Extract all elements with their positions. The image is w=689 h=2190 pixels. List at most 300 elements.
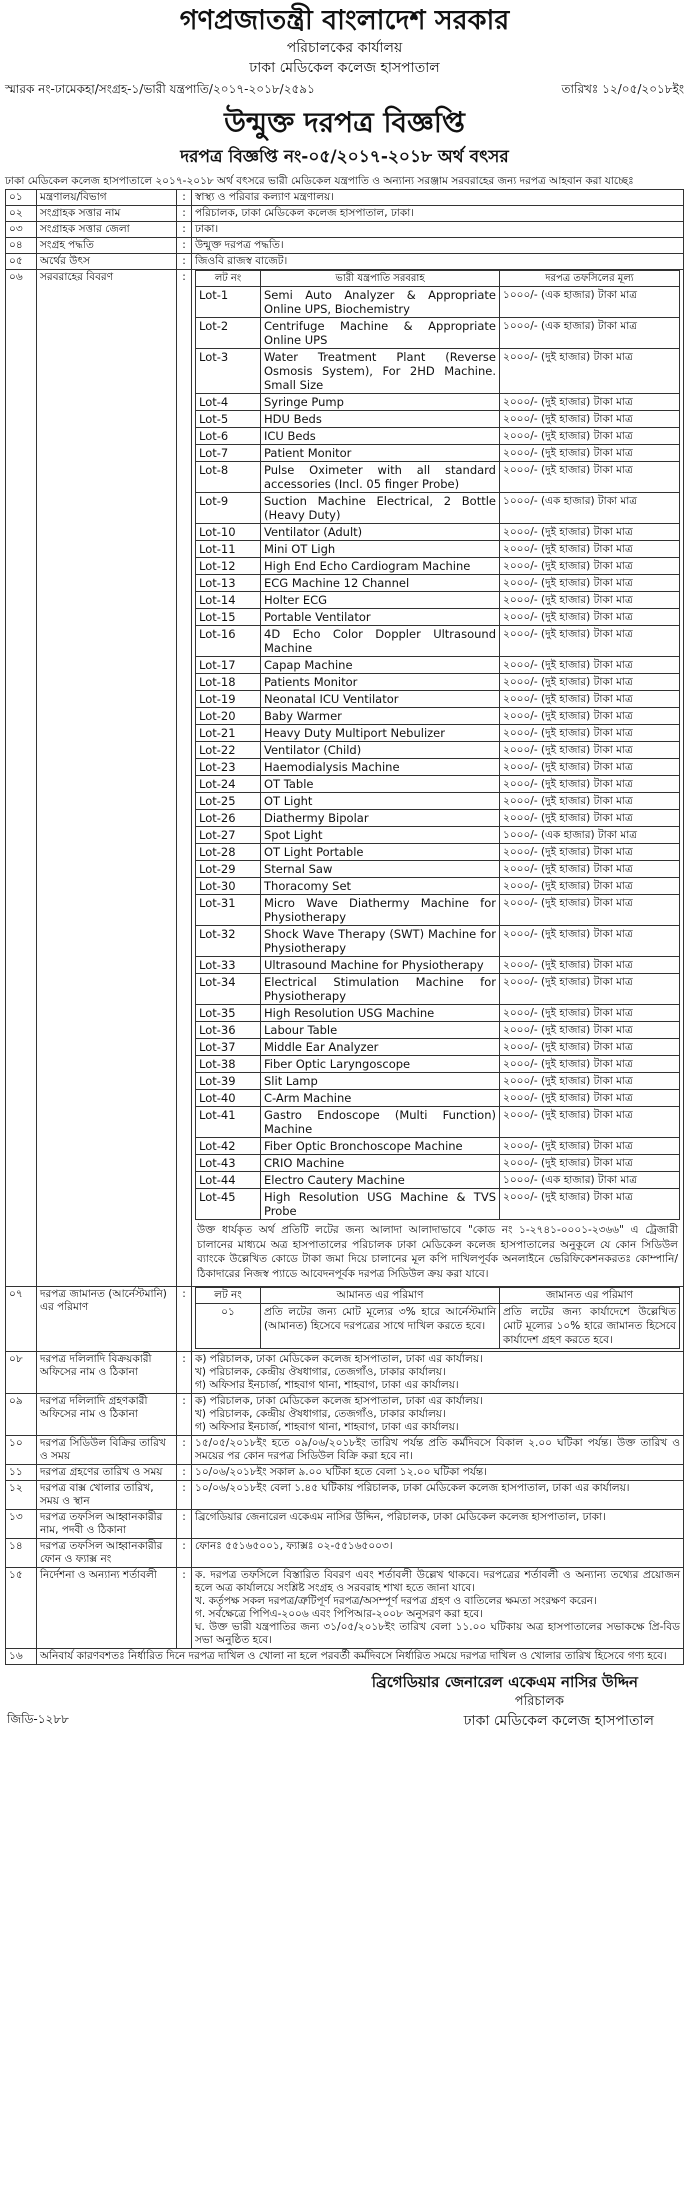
colon: : bbox=[177, 222, 192, 238]
tender-details-table bbox=[5, 189, 684, 1665]
row-number: ০২ bbox=[6, 206, 37, 222]
row-label: নির্দেশনা ও অন্যান্য শর্তাবলী bbox=[37, 1568, 177, 1649]
lot-number: Lot-37 bbox=[196, 1039, 261, 1056]
lot-price: ২০০০/- (দুই হাজার) টাকা মাত্র bbox=[500, 776, 680, 793]
row-value bbox=[192, 1352, 684, 1394]
lot-row bbox=[196, 287, 680, 318]
lot-item: Capap Machine bbox=[261, 657, 500, 674]
row-label: দরপত্র তফসিল আহ্বানকারীর নাম, পদবী ও ঠিকানা bbox=[37, 1510, 177, 1539]
row-value-line: ক) পরিচালক, ঢাকা মেডিকেল কলেজ হাসপাতাল, ঢাকা এর কার্যালয়। bbox=[195, 1395, 483, 1407]
lot-row bbox=[196, 974, 680, 1005]
row-value bbox=[192, 1436, 684, 1465]
lot-number: Lot-22 bbox=[196, 742, 261, 759]
row-number: ০৬ bbox=[6, 270, 37, 1287]
lot-item: Shock Wave Therapy (SWT) Machine for Physiotherapy bbox=[261, 926, 500, 957]
colon: : bbox=[177, 1568, 192, 1649]
lot-price: ২০০০/- (দুই হাজার) টাকা মাত্র bbox=[500, 541, 680, 558]
lot-number: Lot-32 bbox=[196, 926, 261, 957]
colon: : bbox=[177, 270, 192, 1287]
lot-number: Lot-21 bbox=[196, 725, 261, 742]
lot-price: ২০০০/- (দুই হাজার) টাকা মাত্র bbox=[500, 592, 680, 609]
info-row bbox=[6, 238, 684, 254]
info-row bbox=[6, 1481, 684, 1510]
lot-row bbox=[196, 445, 680, 462]
lot-row bbox=[196, 1090, 680, 1107]
signature-name: ব্রিগেডিয়ার জেনারেল একেএম নাসির উদ্দিন bbox=[371, 1673, 638, 1691]
lot-row bbox=[196, 926, 680, 957]
lot-number: Lot-14 bbox=[196, 592, 261, 609]
lot-price: ২০০০/- (দুই হাজার) টাকা মাত্র bbox=[500, 708, 680, 725]
lot-price: ২০০০/- (দুই হাজার) টাকা মাত্র bbox=[500, 691, 680, 708]
lot-item: Patients Monitor bbox=[261, 674, 500, 691]
lot-row bbox=[196, 349, 680, 394]
info-row bbox=[6, 254, 684, 270]
colon: : bbox=[177, 190, 192, 206]
colon: : bbox=[177, 1510, 192, 1539]
lot-item: Ventilator (Child) bbox=[261, 742, 500, 759]
earnest-table bbox=[195, 1287, 680, 1349]
row-label: সংগ্রহ পদ্ধতি bbox=[37, 238, 177, 254]
lot-item: Neonatal ICU Ventilator bbox=[261, 691, 500, 708]
row-number: ১৩ bbox=[6, 1510, 37, 1539]
lot-number: Lot-15 bbox=[196, 609, 261, 626]
lot-row bbox=[196, 895, 680, 926]
row-value-line: খ) পরিচালক, কেন্দ্রীয় ঔষধাগার, তেজগাঁও, ঢাকার কার্যালয়। bbox=[195, 1408, 446, 1420]
lot-price: ২০০০/- (দুই হাজার) টাকা মাত্র bbox=[500, 926, 680, 957]
row-label: অর্থের উৎস bbox=[37, 254, 177, 270]
lot-row bbox=[196, 318, 680, 349]
lot-row bbox=[196, 1073, 680, 1090]
info-row bbox=[6, 1510, 684, 1539]
row-value-line: ১৫/০৫/২০১৮ইং হতে ০৯/০৬/২০১৮ইং তারিখ পর্যন্ত প্রতি কর্মদিবসে বিকাল ২.০০ ঘটিকা পর্যন্ত। উক্ত তারিখ ও সময়ের পর কোন দরপত্র সিডিউল বিক্রি করা হবে না। bbox=[195, 1437, 680, 1462]
row-value bbox=[192, 1465, 684, 1481]
signature-designation: পরিচালক bbox=[514, 1694, 564, 1709]
lot-item: OT Light bbox=[261, 793, 500, 810]
lot-row bbox=[196, 878, 680, 895]
lot-price: ২০০০/- (দুই হাজার) টাকা মাত্র bbox=[500, 742, 680, 759]
lot-number: Lot-19 bbox=[196, 691, 261, 708]
lot-row bbox=[196, 1155, 680, 1172]
row-label: সংগ্রাহক সত্তার নাম bbox=[37, 206, 177, 222]
row-value bbox=[192, 1394, 684, 1436]
lot-price: ২০০০/- (দুই হাজার) টাকা মাত্র bbox=[500, 575, 680, 592]
lot-item: Haemodialysis Machine bbox=[261, 759, 500, 776]
lot-item: C-Arm Machine bbox=[261, 1090, 500, 1107]
row-value-line: গ) অফিসার ইনচার্জ, শাহবাগ থানা, শাহবাগ, ঢাকা এর কার্যালয়। bbox=[195, 1421, 459, 1433]
lot-price: ২০০০/- (দুই হাজার) টাকা মাত্র bbox=[500, 558, 680, 575]
lot-number: Lot-42 bbox=[196, 1138, 261, 1155]
lot-row bbox=[196, 493, 680, 524]
row-number: ০৮ bbox=[6, 1352, 37, 1394]
info-row bbox=[6, 1568, 684, 1649]
lot-price: ২০০০/- (দুই হাজার) টাকা মাত্র bbox=[500, 1056, 680, 1073]
lot-price: ২০০০/- (দুই হাজার) টাকা মাত্র bbox=[500, 524, 680, 541]
lot-price: ২০০০/- (দুই হাজার) টাকা মাত্র bbox=[500, 1005, 680, 1022]
lot-row bbox=[196, 1056, 680, 1073]
lot-number: Lot-3 bbox=[196, 349, 261, 394]
lot-number: Lot-5 bbox=[196, 411, 261, 428]
lot-number: Lot-24 bbox=[196, 776, 261, 793]
lots-table bbox=[195, 270, 680, 1220]
lot-row bbox=[196, 609, 680, 626]
row-number: ০৪ bbox=[6, 238, 37, 254]
lot-row bbox=[196, 776, 680, 793]
row-value-line: ব্রিগেডিয়ার জেনারেল একেএম নাসির উদ্দিন, পরিচালক, ঢাকা মেডিকেল কলেজ হাসপাতাল, ঢাকা। bbox=[195, 1511, 606, 1523]
earnest-lot: ০১ bbox=[196, 1304, 261, 1349]
row-value-line: খ. কর্তৃপক্ষ সকল দরপত্র/ত্রুটিপূর্ণ দরপত্র/অসম্পূর্ণ দরপত্র গ্রহণ ও বাতিলের ক্ষমতা সংরক্ষণ করেন। bbox=[195, 1595, 597, 1607]
lot-price: ২০০০/- (দুই হাজার) টাকা মাত্র bbox=[500, 725, 680, 742]
lots-header-price: দরপত্র তফসিলের মূল্য bbox=[500, 271, 680, 287]
lot-number: Lot-36 bbox=[196, 1022, 261, 1039]
lot-price: ২০০০/- (দুই হাজার) টাকা মাত্র bbox=[500, 1138, 680, 1155]
lot-row bbox=[196, 657, 680, 674]
lot-number: Lot-25 bbox=[196, 793, 261, 810]
lot-price: ১০০০/- (এক হাজার) টাকা মাত্র bbox=[500, 827, 680, 844]
lot-item: Ultrasound Machine for Physiotherapy bbox=[261, 957, 500, 974]
info-row bbox=[6, 190, 684, 206]
office-title: পরিচালকের কার্যালয় bbox=[286, 40, 403, 56]
lot-price: ২০০০/- (দুই হাজার) টাকা মাত্র bbox=[500, 878, 680, 895]
lot-row bbox=[196, 558, 680, 575]
lot-item: Electrical Stimulation Machine for Physiotherapy bbox=[261, 974, 500, 1005]
lot-item: OT Table bbox=[261, 776, 500, 793]
lot-row bbox=[196, 626, 680, 657]
info-row bbox=[6, 206, 684, 222]
lot-row bbox=[196, 394, 680, 411]
earnest-cell bbox=[192, 1287, 684, 1352]
lot-item: Slit Lamp bbox=[261, 1073, 500, 1090]
lot-row bbox=[196, 759, 680, 776]
info-row bbox=[6, 222, 684, 238]
footer bbox=[5, 1711, 684, 1733]
row-value-line: খ) পরিচালক, কেন্দ্রীয় ঔষধাগার, তেজগাঁও, ঢাকার কার্যালয়। bbox=[195, 1366, 446, 1378]
lot-item: HDU Beds bbox=[261, 411, 500, 428]
row-label: দরপত্র দলিলাদি গ্রহণকারী অফিসের নাম ও ঠিকানা bbox=[37, 1394, 177, 1436]
row-value-line: গ. সর্বক্ষেত্রে পিপিএ-২০০৬ এবং পিপিআর-২০০৮ অনুসরণ করা হবে। bbox=[195, 1608, 484, 1620]
lots-header-lot: লট নং bbox=[196, 271, 261, 287]
notice-title: উন্মুক্ত দরপত্র বিজ্ঞপ্তি bbox=[224, 106, 465, 139]
row-label: সংগ্রাহক সত্তার জেলা bbox=[37, 222, 177, 238]
lot-price: ২০০০/- (দুই হাজার) টাকা মাত্র bbox=[500, 394, 680, 411]
row-value-line: ক. দরপত্র তফসিলে বিস্তারিত বিবরণ এবং শর্তাবলী উল্লেখ থাকবে। দরপত্রের শর্তাবলী ও অন্যান্য তথ্যের প্রয়োজন হলে অত্র কার্যালয়ে সংশ্লিষ্ট সংগ্রহ ও সরবরাহ শাখা হতে জানা যাবে। bbox=[195, 1569, 680, 1594]
lot-number: Lot-17 bbox=[196, 657, 261, 674]
lot-price: ২০০০/- (দুই হাজার) টাকা মাত্র bbox=[500, 957, 680, 974]
row-earnest-money bbox=[6, 1287, 684, 1352]
lot-row bbox=[196, 1172, 680, 1189]
row-label: দরপত্র তফসিল আহ্বানকারীর ফোন ও ফ্যাক্স নং bbox=[37, 1539, 177, 1568]
lot-row bbox=[196, 1138, 680, 1155]
tender-notice bbox=[5, 4, 684, 1733]
lot-price: ২০০০/- (দুই হাজার) টাকা মাত্র bbox=[500, 428, 680, 445]
final-clause-text: অনিবার্য কারণবশতঃ নির্ধারিত দিনে দরপত্র দাখিল ও খোলা না হলে পরবর্তী কর্মদিবসে নির্ধারিত সময়ে দরপত্র দাখিল ও খোলার তারিখ হিসেবে গণ্য হবে। bbox=[37, 1649, 684, 1665]
lot-row bbox=[196, 1039, 680, 1056]
lot-row bbox=[196, 1005, 680, 1022]
row-value: পরিচালক, ঢাকা মেডিকেল কলেজ হাসপাতাল, ঢাকা। bbox=[192, 206, 684, 222]
lot-row bbox=[196, 957, 680, 974]
row-value: জিওবি রাজস্ব বাজেট। bbox=[192, 254, 684, 270]
lot-item: Suction Machine Electrical, 2 Bottle (Heavy Duty) bbox=[261, 493, 500, 524]
row-value-line: গ) অফিসার ইনচার্জ, শাহবাগ থানা, শাহবাগ, ঢাকা এর কার্যালয়। bbox=[195, 1379, 459, 1391]
lot-number: Lot-30 bbox=[196, 878, 261, 895]
colon: : bbox=[177, 1465, 192, 1481]
lot-item: Semi Auto Analyzer & Appropriate Online UPS, Biochemistry bbox=[261, 287, 500, 318]
row-supply-details bbox=[6, 270, 684, 1287]
lot-price: ২০০০/- (দুই হাজার) টাকা মাত্র bbox=[500, 861, 680, 878]
lot-item: Fiber Optic Bronchoscope Machine bbox=[261, 1138, 500, 1155]
lot-number: Lot-29 bbox=[196, 861, 261, 878]
lot-price: ২০০০/- (দুই হাজার) টাকা মাত্র bbox=[500, 657, 680, 674]
row-number: ০৭ bbox=[6, 1287, 37, 1352]
lot-row bbox=[196, 1107, 680, 1138]
lot-item: Centrifuge Machine & Appropriate Online UPS bbox=[261, 318, 500, 349]
lot-item: Micro Wave Diathermy Machine for Physiotherapy bbox=[261, 895, 500, 926]
lot-item: Pulse Oximeter with all standard accessories (Incl. 05 finger Probe) bbox=[261, 462, 500, 493]
lot-number: Lot-18 bbox=[196, 674, 261, 691]
row-label: দরপত্র গ্রহণের তারিখ ও সময় bbox=[37, 1465, 177, 1481]
lot-row bbox=[196, 708, 680, 725]
lots-header-item: ভারী যন্ত্রপাতি সরবরাহ bbox=[261, 271, 500, 287]
lot-row bbox=[196, 1022, 680, 1039]
lot-row bbox=[196, 411, 680, 428]
colon: : bbox=[177, 1539, 192, 1568]
lot-price: ২০০০/- (দুই হাজার) টাকা মাত্র bbox=[500, 793, 680, 810]
lot-row bbox=[196, 1189, 680, 1220]
row-label: মন্ত্রণালয়/বিভাগ bbox=[37, 190, 177, 206]
info-row bbox=[6, 1539, 684, 1568]
lot-item: Syringe Pump bbox=[261, 394, 500, 411]
lot-number: Lot-20 bbox=[196, 708, 261, 725]
colon: : bbox=[177, 238, 192, 254]
lot-price: ২০০০/- (দুই হাজার) টাকা মাত্র bbox=[500, 1189, 680, 1220]
row-value-line: ফোনঃ ৫৫১৬৫০০১, ফ্যাক্সঃ ০২-৫৫১৬৫০০৩। bbox=[195, 1540, 393, 1552]
lot-row bbox=[196, 674, 680, 691]
lot-number: Lot-43 bbox=[196, 1155, 261, 1172]
lot-number: Lot-40 bbox=[196, 1090, 261, 1107]
row-label: সরবরাহের বিবরণ bbox=[37, 270, 177, 1287]
supply-cell bbox=[192, 270, 684, 1287]
row-value bbox=[192, 1481, 684, 1510]
row-number: ১৬ bbox=[6, 1649, 37, 1665]
notice-subtitle: দরপত্র বিজ্ঞপ্তি নং-০৫/২০১৭-২০১৮ অর্থ বৎসর bbox=[180, 147, 509, 167]
intro-text: ঢাকা মেডিকেল কলেজ হাসপাতালে ২০১৭-২০১৮ অর্থ বৎসরে ভারী মেডিকেল যন্ত্রপাতি ও অন্যান্য সরঞ্জাম সরবরাহের জন্য দরপত্র আহবান করা যাচ্ছেঃ bbox=[5, 175, 634, 187]
lot-row bbox=[196, 575, 680, 592]
lot-item: Diathermy Bipolar bbox=[261, 810, 500, 827]
lot-item: Ventilator (Adult) bbox=[261, 524, 500, 541]
row-value-line: ১০/০৬/২০১৮ইং বেলা ১.৪৫ ঘটিকায় পরিচালক, ঢাকা মেডিকেল কলেজ হাসপাতাল, ঢাকা এর কার্যালয়। bbox=[195, 1482, 630, 1494]
lot-number: Lot-1 bbox=[196, 287, 261, 318]
row-value: ঢাকা। bbox=[192, 222, 684, 238]
lot-price: ২০০০/- (দুই হাজার) টাকা মাত্র bbox=[500, 674, 680, 691]
lot-item: ECG Machine 12 Channel bbox=[261, 575, 500, 592]
lot-number: Lot-13 bbox=[196, 575, 261, 592]
lot-item: Patient Monitor bbox=[261, 445, 500, 462]
gd-code: জিডি-১২৮৮ bbox=[7, 1712, 69, 1726]
memo-number: স্মারক নং-ঢামেকহা/সংগ্রহ-১/ভারী যন্ত্রপাতি/২০১৭-২০১৮/২৫৯১ bbox=[5, 82, 315, 96]
earnest-amount: প্রতি লটের জন্য মোট মূল্যের ৩% হারে আর্নেস্টমানি (আমানত) হিসেবে দরপত্রের সাথে দাখিল করতে হবে। bbox=[261, 1304, 500, 1349]
colon: : bbox=[177, 1436, 192, 1465]
lot-number: Lot-11 bbox=[196, 541, 261, 558]
lot-number: Lot-35 bbox=[196, 1005, 261, 1022]
row-value bbox=[192, 1568, 684, 1649]
memo-date: তারিখঃ ১২/০৫/২০১৮ইং bbox=[561, 82, 684, 96]
lot-number: Lot-10 bbox=[196, 524, 261, 541]
lot-item: Mini OT Ligh bbox=[261, 541, 500, 558]
row-label: দরপত্র বাক্স খোলার তারিখ, সময় ও স্থান bbox=[37, 1481, 177, 1510]
reference-line bbox=[5, 80, 684, 98]
lot-row bbox=[196, 691, 680, 708]
lots-note: উক্ত ধার্যকৃত অর্থ প্রতিটি লটের জন্য আলাদা আলাদাভাবে "কোড নং ১-২৭৪১-০০০১-২৩৬৬" এ ট্রেজারী চালানের মাধ্যমে অত্র হাসপাতালের পরিচালক ঢাকা মেডিকেল কলেজ হাসপাতালের অনুকূলে যে কোন সিডিউল ব্যাংকে উল্লেখিত কোডে টাকা জমা দিয়ে চালানের মূল কপি দাখিলপূর্বক অনলাইনে ভেরিফিকেশনকরতঃ কোম্পানি/ঠিকাদারের নিজস্ব প্যাডে আবেদনপূর্বক দরপত্র সিডিউল ক্রয় করা যাবে। bbox=[197, 1224, 678, 1280]
lot-price: ২০০০/- (দুই হাজার) টাকা মাত্র bbox=[500, 1073, 680, 1090]
lot-number: Lot-41 bbox=[196, 1107, 261, 1138]
lot-price: ২০০০/- (দুই হাজার) টাকা মাত্র bbox=[500, 810, 680, 827]
lot-price: ২০০০/- (দুই হাজার) টাকা মাত্র bbox=[500, 1155, 680, 1172]
lot-row bbox=[196, 827, 680, 844]
row-value: উন্মুক্ত দরপত্র পদ্ধতি। bbox=[192, 238, 684, 254]
colon: : bbox=[177, 1394, 192, 1436]
row-value-line: ক) পরিচালক, ঢাকা মেডিকেল কলেজ হাসপাতাল, ঢাকা এর কার্যালয়। bbox=[195, 1353, 483, 1365]
lot-row bbox=[196, 725, 680, 742]
lot-price: ২০০০/- (দুই হাজার) টাকা মাত্র bbox=[500, 349, 680, 394]
lot-item: Fiber Optic Laryngoscope bbox=[261, 1056, 500, 1073]
row-number: ১৫ bbox=[6, 1568, 37, 1649]
lot-number: Lot-31 bbox=[196, 895, 261, 926]
info-row bbox=[6, 1465, 684, 1481]
info-row bbox=[6, 1394, 684, 1436]
lot-item: Heavy Duty Multiport Nebulizer bbox=[261, 725, 500, 742]
info-row bbox=[6, 1436, 684, 1465]
lot-price: ১০০০/- (এক হাজার) টাকা মাত্র bbox=[500, 287, 680, 318]
lot-number: Lot-23 bbox=[196, 759, 261, 776]
lot-number: Lot-7 bbox=[196, 445, 261, 462]
row-value-line: ঘ. উক্ত ভারী যন্ত্রপাতির জন্য ৩১/০৫/২০১৮ইং তারিখ বেলা ১১.০০ ঘটিকায় অত্র হাসপাতালের সভাকক্ষে প্রি-বিড সভা অনুষ্ঠিত হবে। bbox=[195, 1621, 680, 1646]
colon: : bbox=[177, 206, 192, 222]
lot-price: ১০০০/- (এক হাজার) টাকা মাত্র bbox=[500, 493, 680, 524]
colon: : bbox=[177, 254, 192, 270]
lot-price: ২০০০/- (দুই হাজার) টাকা মাত্র bbox=[500, 974, 680, 1005]
lot-price: ২০০০/- (দুই হাজার) টাকা মাত্র bbox=[500, 445, 680, 462]
row-label: দরপত্র সিডিউল বিক্রির তারিখ ও সময় bbox=[37, 1436, 177, 1465]
earnest-header-lot: লট নং bbox=[196, 1288, 261, 1304]
lot-number: Lot-9 bbox=[196, 493, 261, 524]
lot-number: Lot-44 bbox=[196, 1172, 261, 1189]
lot-row bbox=[196, 541, 680, 558]
row-number: ০৩ bbox=[6, 222, 37, 238]
lot-number: Lot-2 bbox=[196, 318, 261, 349]
lot-item: 4D Echo Color Doppler Ultrasound Machine bbox=[261, 626, 500, 657]
lot-item: Middle Ear Analyzer bbox=[261, 1039, 500, 1056]
lot-item: Holter ECG bbox=[261, 592, 500, 609]
lot-number: Lot-38 bbox=[196, 1056, 261, 1073]
lot-number: Lot-27 bbox=[196, 827, 261, 844]
lot-item: High End Echo Cardiogram Machine bbox=[261, 558, 500, 575]
lot-row bbox=[196, 793, 680, 810]
colon: : bbox=[177, 1481, 192, 1510]
lot-item: Portable Ventilator bbox=[261, 609, 500, 626]
row-label: দরপত্র জামানত (আর্নেস্টমানি) এর পরিমাণ bbox=[37, 1287, 177, 1352]
earnest-header-security: জামানত এর পরিমাণ bbox=[500, 1288, 680, 1304]
lot-number: Lot-45 bbox=[196, 1189, 261, 1220]
lot-item: Spot Light bbox=[261, 827, 500, 844]
lot-price: ২০০০/- (দুই হাজার) টাকা মাত্র bbox=[500, 759, 680, 776]
colon: : bbox=[177, 1287, 192, 1352]
colon: : bbox=[177, 1352, 192, 1394]
lot-item: High Resolution USG Machine bbox=[261, 1005, 500, 1022]
hospital-title: ঢাকা মেডিকেল কলেজ হাসপাতাল bbox=[249, 60, 440, 76]
lot-price: ১০০০/- (এক হাজার) টাকা মাত্র bbox=[500, 1172, 680, 1189]
lot-item: Electro Cautery Machine bbox=[261, 1172, 500, 1189]
lot-row bbox=[196, 844, 680, 861]
lot-row bbox=[196, 810, 680, 827]
lot-row bbox=[196, 861, 680, 878]
lot-item: ICU Beds bbox=[261, 428, 500, 445]
info-row bbox=[6, 1352, 684, 1394]
lot-number: Lot-26 bbox=[196, 810, 261, 827]
lot-item: Labour Table bbox=[261, 1022, 500, 1039]
row-number: ০৯ bbox=[6, 1394, 37, 1436]
lot-item: Baby Warmer bbox=[261, 708, 500, 725]
row-number: ০১ bbox=[6, 190, 37, 206]
lot-row bbox=[196, 742, 680, 759]
lot-row bbox=[196, 462, 680, 493]
security-amount: প্রতি লটের জন্য কার্যাদেশে উল্লেখিত মোট মূল্যের ১০% হারে জামানত হিসেবে কার্যাদেশ গ্রহণ করতে হবে। bbox=[500, 1304, 680, 1349]
lot-item: OT Light Portable bbox=[261, 844, 500, 861]
lot-price: ২০০০/- (দুই হাজার) টাকা মাত্র bbox=[500, 844, 680, 861]
lot-row bbox=[196, 428, 680, 445]
lot-row bbox=[196, 524, 680, 541]
row-label: দরপত্র দলিলাদি বিক্রয়কারী অফিসের নাম ও ঠিকানা bbox=[37, 1352, 177, 1394]
lot-price: ২০০০/- (দুই হাজার) টাকা মাত্র bbox=[500, 462, 680, 493]
row-value bbox=[192, 1539, 684, 1568]
row-number: ০৫ bbox=[6, 254, 37, 270]
lot-number: Lot-39 bbox=[196, 1073, 261, 1090]
lot-item: Gastro Endoscope (Multi Function) Machine bbox=[261, 1107, 500, 1138]
lot-number: Lot-16 bbox=[196, 626, 261, 657]
row-number: ১০ bbox=[6, 1436, 37, 1465]
row-value-line: ১০/০৬/২০১৮ইং সকাল ৯.০০ ঘটিকা হতে বেলা ১২.০০ ঘটিকা পর্যন্ত। bbox=[195, 1466, 487, 1478]
row-final-clause bbox=[6, 1649, 684, 1665]
row-number: ১৪ bbox=[6, 1539, 37, 1568]
row-value: স্বাস্থ্য ও পরিবার কল্যাণ মন্ত্রণালয়। bbox=[192, 190, 684, 206]
lot-number: Lot-4 bbox=[196, 394, 261, 411]
lot-price: ২০০০/- (দুই হাজার) টাকা মাত্র bbox=[500, 411, 680, 428]
lot-row bbox=[196, 592, 680, 609]
earnest-header-amount: আমানত এর পরিমাণ bbox=[261, 1288, 500, 1304]
lot-item: Sternal Saw bbox=[261, 861, 500, 878]
govt-title: গণপ্রজাতন্ত্রী বাংলাদেশ সরকার bbox=[179, 5, 510, 36]
lot-item: Water Treatment Plant (Reverse Osmosis System), For 2HD Machine. Small Size bbox=[261, 349, 500, 394]
lot-price: ২০০০/- (দুই হাজার) টাকা মাত্র bbox=[500, 1090, 680, 1107]
lot-number: Lot-34 bbox=[196, 974, 261, 1005]
lot-number: Lot-8 bbox=[196, 462, 261, 493]
signature-office: ঢাকা মেডিকেল কলেজ হাসপাতাল bbox=[463, 1713, 654, 1729]
row-number: ১১ bbox=[6, 1465, 37, 1481]
row-value bbox=[192, 1510, 684, 1539]
lot-price: ২০০০/- (দুই হাজার) টাকা মাত্র bbox=[500, 895, 680, 926]
lot-item: Thoracomy Set bbox=[261, 878, 500, 895]
lot-number: Lot-28 bbox=[196, 844, 261, 861]
lot-price: ২০০০/- (দুই হাজার) টাকা মাত্র bbox=[500, 1022, 680, 1039]
lot-number: Lot-33 bbox=[196, 957, 261, 974]
lot-price: ১০০০/- (এক হাজার) টাকা মাত্র bbox=[500, 318, 680, 349]
lot-price: ২০০০/- (দুই হাজার) টাকা মাত্র bbox=[500, 1107, 680, 1138]
lot-price: ২০০০/- (দুই হাজার) টাকা মাত্র bbox=[500, 1039, 680, 1056]
lot-item: High Resolution USG Machine & TVS Probe bbox=[261, 1189, 500, 1220]
lot-price: ২০০০/- (দুই হাজার) টাকা মাত্র bbox=[500, 626, 680, 657]
lot-item: CRIO Machine bbox=[261, 1155, 500, 1172]
lot-number: Lot-12 bbox=[196, 558, 261, 575]
lot-number: Lot-6 bbox=[196, 428, 261, 445]
lot-price: ২০০০/- (দুই হাজার) টাকা মাত্র bbox=[500, 609, 680, 626]
